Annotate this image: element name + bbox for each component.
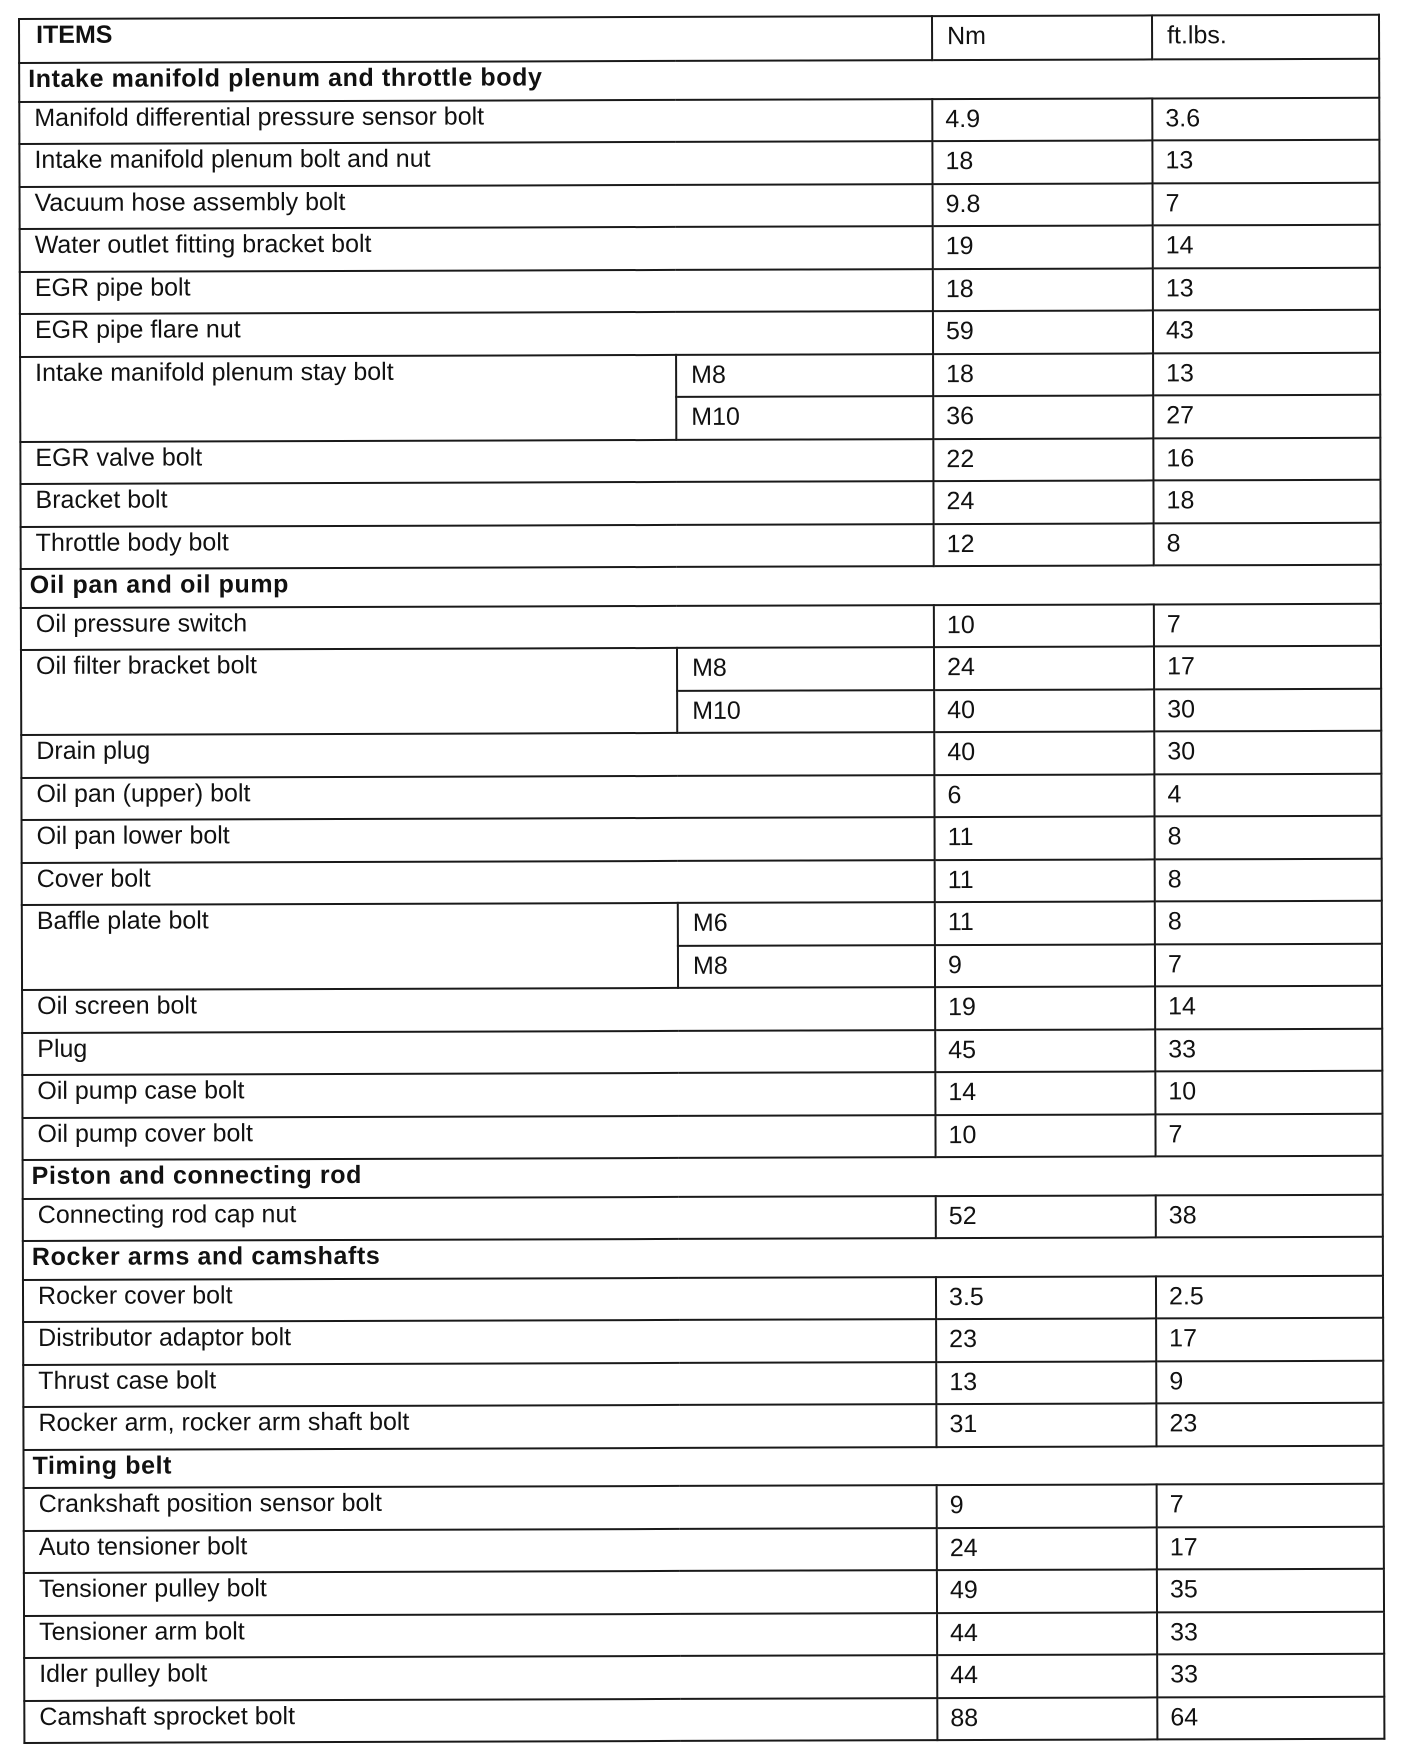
torque-nm: 49 bbox=[937, 1569, 1157, 1612]
item-name: Plug bbox=[22, 1030, 935, 1075]
bolt-size: M10 bbox=[676, 396, 933, 439]
table-row bbox=[22, 816, 1382, 863]
torque-ftlbs: 8 bbox=[1155, 901, 1382, 944]
table-row bbox=[23, 1403, 1383, 1450]
item-name: Vacuum hose assembly bolt bbox=[20, 184, 933, 229]
torque-nm: 24 bbox=[937, 1527, 1157, 1570]
torque-nm: 36 bbox=[933, 395, 1153, 438]
torque-table-body bbox=[19, 15, 1384, 1743]
torque-nm: 44 bbox=[937, 1654, 1157, 1697]
item-name: EGR pipe flare nut bbox=[20, 311, 933, 356]
item-name: Oil pan lower bolt bbox=[22, 817, 935, 862]
item-name: EGR pipe bolt bbox=[20, 269, 933, 314]
torque-nm: 6 bbox=[934, 774, 1154, 817]
table-row bbox=[21, 522, 1381, 569]
torque-ftlbs: 23 bbox=[1156, 1403, 1383, 1446]
torque-ftlbs: 3.6 bbox=[1152, 97, 1379, 140]
section-title: Piston and connecting rod bbox=[23, 1156, 1383, 1199]
table-row bbox=[21, 603, 1381, 650]
table-row bbox=[23, 1360, 1383, 1407]
torque-nm: 3.5 bbox=[936, 1276, 1156, 1319]
torque-ftlbs: 17 bbox=[1154, 646, 1381, 689]
table-row bbox=[22, 858, 1382, 905]
torque-nm: 24 bbox=[934, 646, 1154, 689]
torque-nm: 10 bbox=[935, 1114, 1155, 1157]
torque-nm: 4.9 bbox=[932, 98, 1152, 141]
torque-ftlbs: 17 bbox=[1157, 1526, 1384, 1569]
item-name: Intake manifold plenum stay bolt bbox=[20, 354, 676, 441]
table-row bbox=[22, 1071, 1382, 1118]
item-name: EGR valve bolt bbox=[20, 439, 933, 484]
torque-nm: 19 bbox=[935, 986, 1155, 1029]
section-title: Rocker arms and camshafts bbox=[23, 1237, 1383, 1280]
torque-nm: 12 bbox=[934, 523, 1154, 566]
table-row bbox=[24, 1654, 1384, 1701]
item-name: Crankshaft position sensor bolt bbox=[24, 1485, 937, 1530]
table-row bbox=[20, 437, 1380, 484]
torque-ftlbs: 8 bbox=[1154, 522, 1381, 565]
item-name: Tensioner arm bolt bbox=[24, 1613, 937, 1658]
bolt-size: M8 bbox=[678, 945, 935, 988]
bolt-size: M10 bbox=[677, 690, 934, 733]
bolt-size: M8 bbox=[676, 354, 933, 397]
table-row bbox=[20, 310, 1380, 357]
item-name: Rocker cover bolt bbox=[23, 1277, 936, 1322]
item-name: Intake manifold plenum bolt and nut bbox=[19, 141, 932, 186]
torque-ftlbs: 7 bbox=[1157, 1484, 1384, 1527]
table-row bbox=[20, 225, 1380, 272]
table-row bbox=[22, 901, 1382, 948]
torque-nm: 13 bbox=[936, 1361, 1156, 1404]
item-name: Cover bolt bbox=[22, 860, 935, 905]
torque-nm: 11 bbox=[935, 901, 1155, 944]
bolt-size: M6 bbox=[678, 902, 935, 945]
table-row bbox=[21, 773, 1381, 820]
table-row bbox=[19, 97, 1379, 144]
torque-nm: 52 bbox=[936, 1195, 1156, 1238]
torque-spec-table bbox=[18, 14, 1385, 1744]
torque-ftlbs: 35 bbox=[1157, 1569, 1384, 1612]
torque-nm: 88 bbox=[937, 1697, 1157, 1740]
table-row bbox=[24, 1484, 1384, 1531]
torque-nm: 22 bbox=[933, 438, 1153, 481]
item-name: Throttle body bolt bbox=[21, 524, 934, 569]
torque-nm: 40 bbox=[934, 731, 1154, 774]
section-title: Timing belt bbox=[23, 1445, 1383, 1488]
torque-nm: 18 bbox=[933, 268, 1153, 311]
torque-ftlbs: 64 bbox=[1157, 1696, 1384, 1739]
item-name: Thrust case bolt bbox=[23, 1362, 936, 1407]
table-row bbox=[23, 1318, 1383, 1365]
item-name: Idler pulley bolt bbox=[24, 1655, 937, 1700]
section-row bbox=[19, 59, 1379, 102]
torque-ftlbs: 7 bbox=[1154, 603, 1381, 646]
torque-ftlbs: 27 bbox=[1153, 395, 1380, 438]
table-row bbox=[24, 1526, 1384, 1573]
torque-ftlbs: 9 bbox=[1156, 1360, 1383, 1403]
section-title: Intake manifold plenum and throttle body bbox=[19, 59, 1379, 102]
torque-nm: 45 bbox=[935, 1029, 1155, 1072]
section-title: Oil pan and oil pump bbox=[21, 565, 1381, 608]
torque-ftlbs: 8 bbox=[1155, 816, 1382, 859]
table-row bbox=[24, 1611, 1384, 1658]
torque-nm: 11 bbox=[935, 816, 1155, 859]
item-name: Oil filter bracket bolt bbox=[21, 648, 677, 735]
item-name: Connecting rod cap nut bbox=[23, 1196, 936, 1241]
torque-spec-page bbox=[18, 14, 1385, 1744]
section-row bbox=[23, 1156, 1383, 1199]
item-name: Drain plug bbox=[21, 732, 934, 777]
table-row bbox=[21, 731, 1381, 778]
torque-nm: 14 bbox=[935, 1071, 1155, 1114]
torque-ftlbs: 43 bbox=[1153, 310, 1380, 353]
torque-ftlbs: 38 bbox=[1156, 1194, 1383, 1237]
torque-nm: 9 bbox=[935, 944, 1155, 987]
torque-ftlbs: 13 bbox=[1153, 352, 1380, 395]
torque-ftlbs: 7 bbox=[1155, 943, 1382, 986]
table-row bbox=[22, 1113, 1382, 1160]
torque-ftlbs: 18 bbox=[1153, 480, 1380, 523]
table-row bbox=[20, 352, 1380, 399]
table-row bbox=[23, 1275, 1383, 1322]
torque-ftlbs: 14 bbox=[1153, 225, 1380, 268]
torque-ftlbs: 7 bbox=[1153, 182, 1380, 225]
nm-column-header: Nm bbox=[932, 15, 1152, 60]
section-row bbox=[23, 1237, 1383, 1280]
header-row bbox=[19, 15, 1379, 63]
item-name: Camshaft sprocket bolt bbox=[24, 1698, 937, 1743]
table-row bbox=[20, 480, 1380, 527]
table-row bbox=[20, 182, 1380, 229]
torque-ftlbs: 14 bbox=[1155, 986, 1382, 1029]
torque-ftlbs: 10 bbox=[1155, 1071, 1382, 1114]
item-name: Bracket bolt bbox=[20, 481, 933, 526]
torque-nm: 40 bbox=[934, 689, 1154, 732]
table-row bbox=[21, 646, 1381, 693]
item-name: Oil pan (upper) bolt bbox=[21, 775, 934, 820]
torque-ftlbs: 30 bbox=[1154, 731, 1381, 774]
torque-ftlbs: 4 bbox=[1154, 773, 1381, 816]
torque-nm: 19 bbox=[933, 225, 1153, 268]
torque-nm: 10 bbox=[934, 604, 1154, 647]
torque-ftlbs: 13 bbox=[1152, 140, 1379, 183]
torque-ftlbs: 2.5 bbox=[1156, 1275, 1383, 1318]
torque-nm: 31 bbox=[936, 1403, 1156, 1446]
torque-ftlbs: 33 bbox=[1155, 1028, 1382, 1071]
item-name: Manifold differential pressure sensor bolt bbox=[19, 99, 932, 144]
item-name: Water outlet fitting bracket bolt bbox=[20, 226, 933, 271]
torque-nm: 59 bbox=[933, 310, 1153, 353]
torque-ftlbs: 7 bbox=[1155, 1113, 1382, 1156]
torque-nm: 44 bbox=[937, 1612, 1157, 1655]
table-row bbox=[20, 267, 1380, 314]
torque-nm: 18 bbox=[933, 353, 1153, 396]
torque-ftlbs: 33 bbox=[1157, 1611, 1384, 1654]
torque-nm: 11 bbox=[935, 859, 1155, 902]
table-row bbox=[19, 140, 1379, 187]
torque-nm: 23 bbox=[936, 1318, 1156, 1361]
torque-ftlbs: 17 bbox=[1156, 1318, 1383, 1361]
item-name: Baffle plate bolt bbox=[22, 903, 678, 990]
item-name: Oil screen bolt bbox=[22, 987, 935, 1032]
ftlbs-column-header: ft.lbs. bbox=[1152, 15, 1379, 60]
item-name: Distributor adaptor bolt bbox=[23, 1319, 936, 1364]
table-row bbox=[23, 1194, 1383, 1241]
item-name: Oil pump case bolt bbox=[22, 1072, 935, 1117]
item-name: Rocker arm, rocker arm shaft bolt bbox=[23, 1404, 936, 1449]
items-column-header: ITEMS bbox=[19, 16, 932, 63]
torque-ftlbs: 8 bbox=[1155, 858, 1382, 901]
torque-ftlbs: 33 bbox=[1157, 1654, 1384, 1697]
table-row bbox=[22, 986, 1382, 1033]
torque-nm: 18 bbox=[932, 140, 1152, 183]
torque-nm: 9.8 bbox=[933, 183, 1153, 226]
section-row bbox=[21, 565, 1381, 608]
bolt-size: M8 bbox=[677, 647, 934, 690]
torque-nm: 24 bbox=[933, 480, 1153, 523]
item-name: Tensioner pulley bolt bbox=[24, 1570, 937, 1615]
item-name: Auto tensioner bolt bbox=[24, 1528, 937, 1573]
table-row bbox=[24, 1696, 1384, 1743]
table-row bbox=[24, 1569, 1384, 1616]
item-name: Oil pump cover bolt bbox=[22, 1115, 935, 1160]
torque-nm: 9 bbox=[937, 1484, 1157, 1527]
item-name: Oil pressure switch bbox=[21, 605, 934, 650]
table-row bbox=[22, 1028, 1382, 1075]
section-row bbox=[23, 1445, 1383, 1488]
torque-ftlbs: 30 bbox=[1154, 688, 1381, 731]
torque-ftlbs: 13 bbox=[1153, 267, 1380, 310]
torque-ftlbs: 16 bbox=[1153, 437, 1380, 480]
